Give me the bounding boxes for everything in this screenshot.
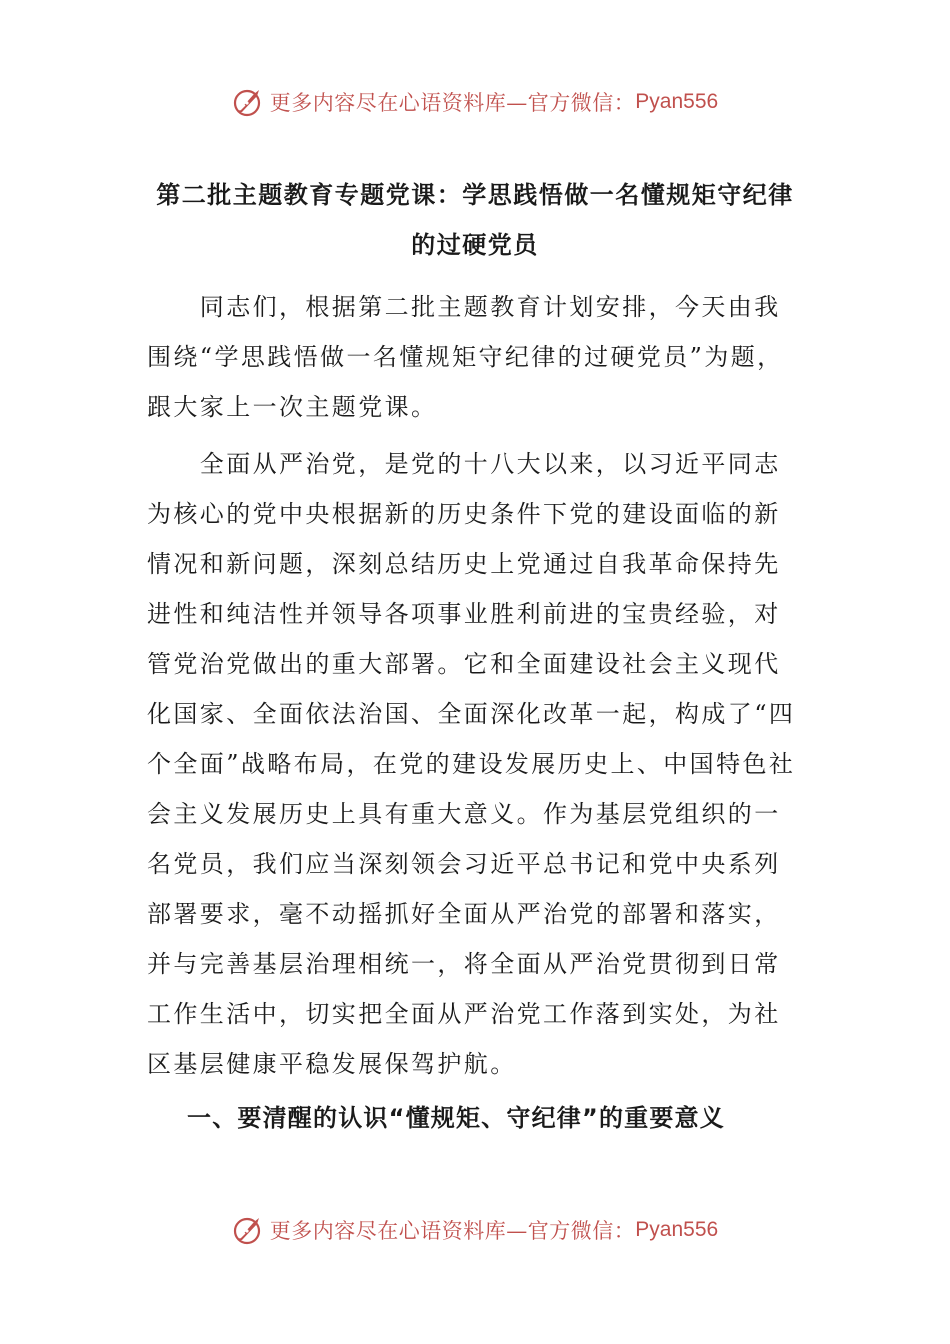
footer-banner-text: 更多内容尽在心语资料库—官方微信： — [269, 1219, 636, 1243]
pen-nib-logo-icon — [232, 85, 266, 119]
pen-nib-logo-icon — [232, 1213, 266, 1247]
body-paragraph-2: 全面从严治党，是党的十八大以来，以习近平同志为核心的党中央根据新的历史条件下党的建设面临的新情况和新问题，深刻总结历史上党通过自我革命保持先进性和纯洁性并领导各项事业胜利前进的宝贵经验，对管党治党做出的重大部署。它和全面建设社会主义现代化国家、全面依法治国、全面深化改革一起，构成了“四个全面”战略布局，在党的建设发展历史上、中国特色社会主义发展历史上具有重大意义。作为基层党组织的一名党员，我们应当深刻领会习近平总书记和党中央系列部署要求，毫不动摇抓好全面从严治党的部署和落实，并与完善基层治理相统一，将全面从严治党贯彻到日常工作生活中，切实把全面从严治党工作落到实处，为社区基层健康平稳发展保驾护航。 — [147, 450, 796, 1078]
header-banner-text: 更多内容尽在心语资料库—官方微信： — [269, 91, 636, 115]
document-title-line2: 的过硬党员 — [411, 231, 539, 259]
section-heading-1: 一、要清醒的认识“懂规矩、守纪律”的重要意义 — [187, 1104, 725, 1132]
footer-watermark-banner — [0, 1210, 950, 1250]
document-title-line1: 第二批主题教育专题党课：学思践悟做一名懂规矩守纪律 — [156, 181, 794, 209]
footer-wechat-id: Pyan556 — [635, 1218, 719, 1241]
body-paragraph-1: 同志们，根据第二批主题教育计划安排，今天由我围绕“学思践悟做一名懂规矩守纪律的过硬党员”为题，跟大家上一次主题党课。 — [147, 293, 784, 421]
header-watermark-banner — [0, 82, 950, 122]
header-wechat-id: Pyan556 — [635, 90, 719, 113]
